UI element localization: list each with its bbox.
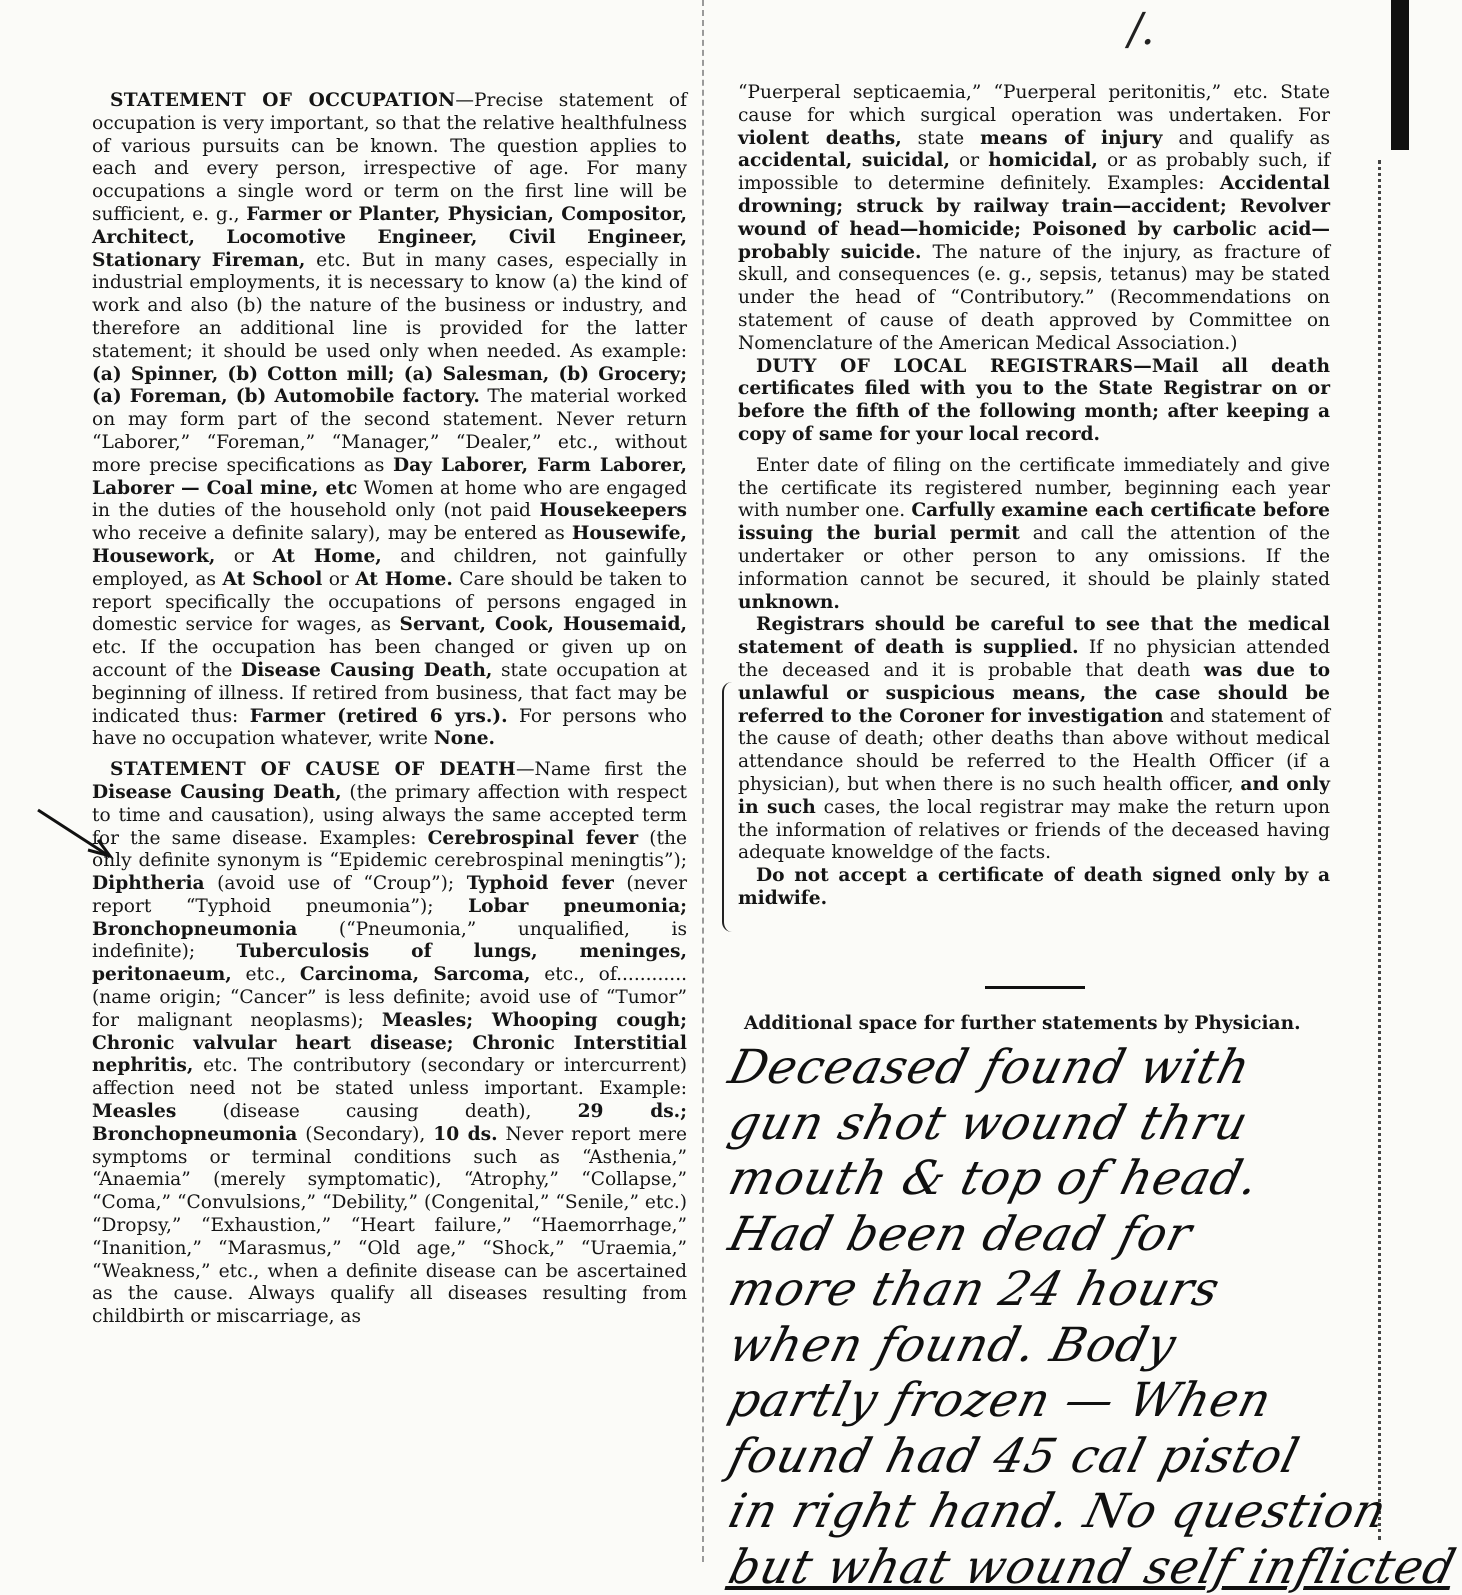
page-gutter bbox=[702, 0, 704, 1562]
cause-paragraph: STATEMENT OF CAUSE OF DEATH—Name first the Disease Causing Death, (the primary affection with respect to time and causation), using always the same accepted term for the same disease. Examples: Cerebrospinal fever (the only definite synonym is “Epidemic cerebrospinal meningtis”); Diphtheria (avoid use of “Croup”); Typhoid fever (never report “Typhoid pneumonia”); Lobar pneumonia; Bronchopneumonia (“Pneumonia,” unqualified, is indefinite); Tuberculosis of lungs, meninges, peritonaeum, etc., Carcinoma, Sarcoma, etc., of............ (name origin; “Cancer” is less definite; avoid use of “Tumor” for malignant neoplasms); Measles; Whooping cough; Chronic valvular heart disease; Chronic Interstitial nephritis, etc. The contributory (secondary or intercurrent) affection need not be stated unless important. Example: Measles (disease causing death), 29 ds.; Bronchopneumonia (Secondary), 10 ds. Never report mere symptoms or terminal conditions such as “Asthenia,” “Anaemia” (merely symptomatic), “Atrophy,” “Collapse,” “Coma,” “Convulsions,” “Debility,” (Congenital,” “Senile,” etc.) “Dropsy,” “Exhaustion,” “Heart failure,” “Haemorrhage,” “Inanition,” “Marasmus,” “Old age,” “Shock,” “Uraemia,” “Weakness,” etc., when a definite disease can be ascertained as the cause. Always qualify all diseases resulting from childbirth or miscarriage, as bbox=[92, 759, 687, 1329]
duty-paragraph: DUTY OF LOCAL REGISTRARS—Mail all death certificates filed with you to the State Registrar on or before the fifth of the following month; after keeping a copy of same for your local record. bbox=[738, 356, 1330, 447]
midwife-paragraph: Do not accept a certificate of death signed only by a midwife. bbox=[738, 865, 1330, 911]
registrars-paragraph: Registrars should be careful to see that the medical statement of death is supplied. If no physician attended the deceased and it is probable that death was due to unlawful or suspicious means, the case should be referred to the Coroner for investigation and statement of the cause of death; other deaths than above without medical attendance should be referred to the Health Officer (if a physician), but when there is no such health officer, and only in such cases, the local registrar may make the return upon the information of relatives or friends of the deceased having adequate knoweldge of the facts. bbox=[738, 614, 1330, 865]
handwritten-line: when found. Body bbox=[723, 1318, 1399, 1374]
hand-drawn-arrow-icon bbox=[36, 806, 114, 862]
filing-paragraph: Enter date of filing on the certificate immediately and give the certificate its registered number, beginning each year with number one. Carfully examine each certificate before issuing the burial permit and call the attention of the undertaker or other person to any omissions. If the information cannot be secured, it should be plainly stated unknown. bbox=[738, 455, 1330, 615]
cause-continuation-paragraph: “Puerperal septicaemia,” “Puerperal peritonitis,” etc. State cause for which surgical operation was undertaken. For violent deaths, state means of injury and qualify as accidental, suicidal, or homicidal, or as probably such, if impossible to determine definitely. Examples: Accidental drowning; struck by railway train—accident; Revolver wound of head—homicide; Poisoned by carbolic acid—probably suicide. The nature of the injury, as fracture of skull, and consequences (e. g., sepsis, tetanus) may be stated under the head of “Contributory.” (Recommendations on statement of cause of death approved by Committee on Nomenclature of the American Medical Association.) bbox=[738, 82, 1330, 356]
handwritten-line: in right hand. No question bbox=[723, 1484, 1399, 1540]
page-number-mark: /. bbox=[1124, 4, 1162, 55]
section-divider bbox=[985, 986, 1085, 989]
handwritten-line: partly frozen — When bbox=[723, 1373, 1399, 1429]
handwritten-line: more than 24 hours bbox=[723, 1262, 1399, 1318]
occupation-heading: STATEMENT OF OCCUPATION bbox=[110, 90, 455, 111]
scan-edge-shadow bbox=[1391, 0, 1409, 150]
right-column bbox=[738, 82, 1330, 911]
handwritten-physician-note bbox=[730, 1040, 1392, 1595]
margin-bracket-mark bbox=[722, 682, 738, 932]
handwritten-line: Had been dead for bbox=[723, 1207, 1399, 1263]
handwritten-line: mouth & top of head. bbox=[723, 1151, 1399, 1207]
physician-space-heading: Additional space for further statements by Physician. bbox=[744, 1013, 1344, 1034]
handwritten-line: but what wound self inflicted bbox=[723, 1540, 1399, 1595]
handwritten-line: found had 45 cal pistol bbox=[723, 1429, 1399, 1485]
cause-heading: STATEMENT OF CAUSE OF DEATH bbox=[110, 759, 516, 780]
duty-heading: DUTY OF LOCAL REGISTRARS bbox=[756, 356, 1133, 377]
left-column bbox=[92, 90, 687, 1329]
occupation-paragraph: STATEMENT OF OCCUPATION—Precise statement of occupation is very important, so that the relative healthfulness of various pursuits can be known. The question applies to each and every person, irrespective of age. For many occupations a single word or term on the first line will be sufficient, e. g., Farmer or Planter, Physician, Compositor, Architect, Locomotive Engineer, Civil Engineer, Stationary Fireman, etc. But in many cases, especially in industrial employments, it is necessary to know (a) the kind of work and also (b) the nature of the business or industry, and therefore an additional line is provided for the latter statement; it should be used only when needed. As example: (a) Spinner, (b) Cotton mill; (a) Salesman, (b) Grocery; (a) Foreman, (b) Automobile factory. The material worked on may form part of the second statement. Never return “Laborer,” “Foreman,” “Manager,” “Dealer,” etc., without more precise specifications as Day Laborer, Farm Laborer, Laborer — Coal mine, etc Women at home who are engaged in the duties of the household only (not paid Housekeepers who receive a definite salary), may be entered as Housewife, Housework, or At Home, and children, not gainfully employed, as At School or At Home. Care should be taken to report specifically the occupations of persons engaged in domestic service for wages, as Servant, Cook, Housemaid, etc. If the occupation has been changed or given up on account of the Disease Causing Death, state occupation at beginning of illness. If retired from business, that fact may be indicated thus: Farmer (retired 6 yrs.). For persons who have no occupation whatever, write None. bbox=[92, 90, 687, 751]
handwritten-line: gun shot wound thru bbox=[723, 1096, 1399, 1152]
handwritten-line: Deceased found with bbox=[723, 1040, 1399, 1096]
